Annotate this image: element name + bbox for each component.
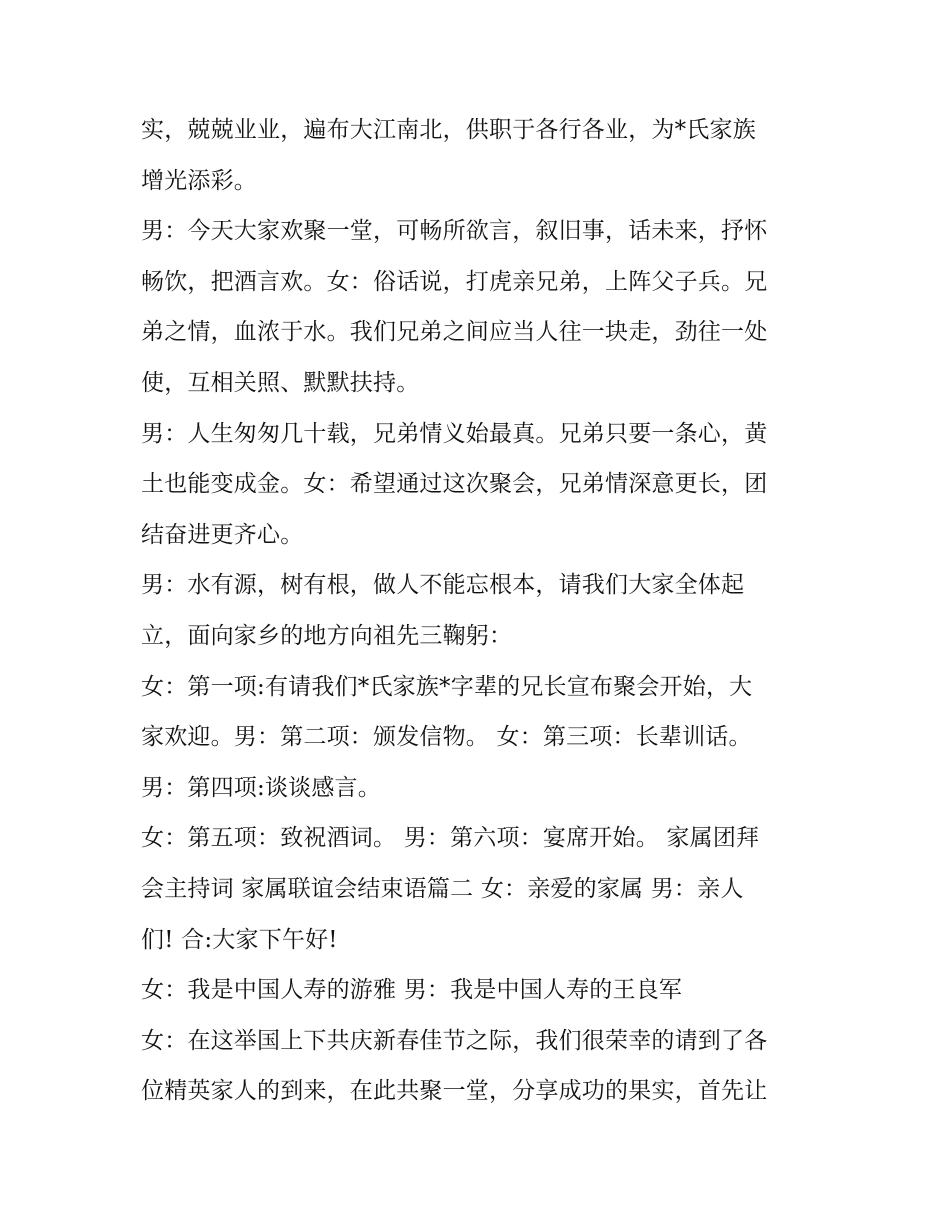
text-line: 们! 合:大家下午好! [141,926,338,953]
text-line: 女：第五项：致祝酒词。 男：第六项：宴席开始。 家属团拜 [141,825,760,852]
text-line: 家欢迎。男：第二项：颁发信物。 女：第三项：长辈训话。 [141,724,752,751]
text-line: 男：今天大家欢聚一堂，可畅所欲言，叙旧事，话未来，抒怀 [141,218,768,245]
text-line: 位精英家人的到来，在此共聚一堂，分享成功的果实，首先让 [141,1078,768,1105]
text-line: 女：在这举国上下共庆新春佳节之际，我们很荣幸的请到了各 [141,1027,768,1054]
text-line: 结奋进更齐心。 [141,521,304,548]
text-line: 会主持词 家属联谊会结束语篇二 女：亲爱的家属 男：亲人 [141,875,744,902]
text-line: 男：人生匆匆几十载，兄弟情义始最真。兄弟只要一条心，黄 [141,420,768,447]
text-line: 畅饮，把酒言欢。女：俗话说，打虎亲兄弟，上阵父子兵。兄 [141,268,768,295]
text-line: 女：我是中国人寿的游雅 男：我是中国人寿的王良军 [141,977,683,1004]
text-line: 土也能变成金。女：希望通过这次聚会，兄弟情深意更长，团 [141,471,768,498]
text-line: 立，面向家乡的地方向祖先三鞠躬： [141,622,513,649]
text-line: 使，互相关照、默默扶持。 [141,369,420,396]
text-line: 弟之情，血浓于水。我们兄弟之间应当人往一块走，劲往一处 [141,319,768,346]
document-body [141,105,821,1117]
text-line: 实，兢兢业业，遍布大江南北，供职于各行各业，为*氏家族 [141,117,756,143]
text-line: 增光添彩。 [141,167,257,194]
text-line: 男：水有源，树有根，做人不能忘根本，请我们大家全体起 [141,572,745,599]
text-line: 男：第四项:谈谈感言。 [141,774,381,801]
text-line: 女：第一项:有请我们*氏家族*字辈的兄长宣布聚会开始，大 [141,673,753,700]
